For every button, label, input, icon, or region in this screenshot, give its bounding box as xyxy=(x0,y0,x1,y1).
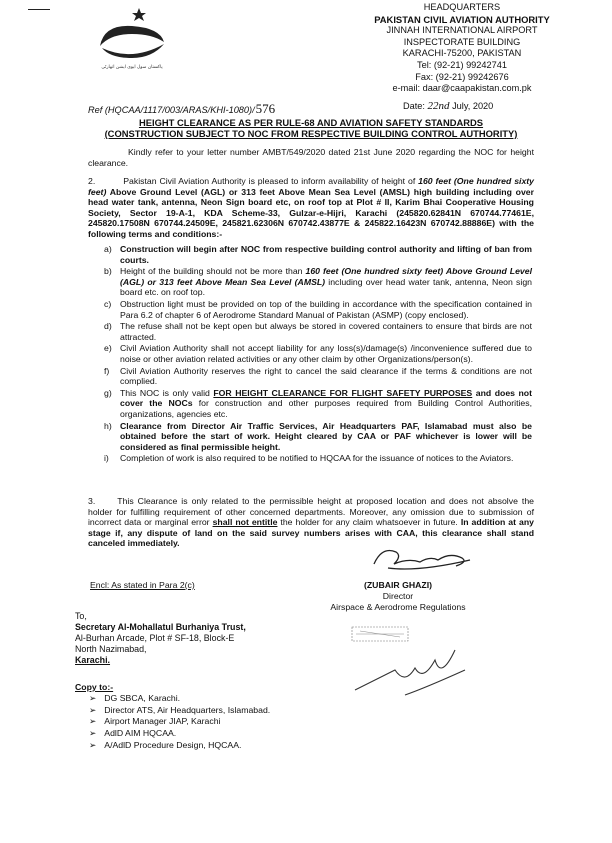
condition-g: g) This NOC is only valid FOR HEIGHT CLEARANCE FOR FLIGHT SAFETY PURPOSES and does not cover the NOCs for construction and other purposes required from Building Control Authorities, organizations, agencies etc. xyxy=(104,387,532,419)
condition-c: c) Obstruction light must be provided on top of the building in accordance with the specification contained in Para 6.2 of chapter 6 of Aerodrome Standard Manual of Pakistan (ASMP) (copy enclosed). xyxy=(104,298,532,320)
caa-logo xyxy=(92,6,172,70)
paragraph-2: 2. Pakistan Civil Aviation Authority is pleased to inform availability of height of 160 feet (One hundred sixty feet) Above Ground Level (AGL) or 313 feet Above Mean Sea Level (AMSL) high building including over head water tank, antenna, Neon Sign board etc, on roof top at Plot # II, Karim Bhai Cooperative Housing Society, Sector 19-A-1, KDA Scheme-33, Gulzar-e-Hijri, Karachi (245820.62841N 670744.77461E, 245820.17508N 670744.24509E, 245821.62306N 670742.43877E & 245822.16423N 670742.88886E) with the following terms and conditions:- xyxy=(88,176,535,239)
letterhead xyxy=(332,2,592,95)
to-label: To, xyxy=(75,611,87,621)
condition-a: a) Construction will begin after NOC from respective building control authority and lifting of ban from courts. xyxy=(104,244,532,265)
reference xyxy=(88,101,275,117)
recipient-addr2: North Nazimabad, xyxy=(75,644,147,654)
letterhead-line: JINNAH INTERNATIONAL AIRPORT xyxy=(386,25,538,36)
letterhead-line: PAKISTAN CIVIL AVIATION AUTHORITY xyxy=(374,13,550,25)
copy-to-item: ➢ Director ATS, Air Headquarters, Islamabad. xyxy=(89,705,270,717)
date-label: Date: xyxy=(403,101,428,111)
copy-to-label: Copy to:- xyxy=(75,682,114,692)
director-signature xyxy=(368,538,478,578)
signer-dept: Airspace & Aerodrome Regulations xyxy=(330,602,466,612)
copy-to-item: ➢ AdlD AIM HQCAA. xyxy=(89,728,270,740)
ref-label: Ref (HQCAA/1117/003/ARAS/KHI-1080)/ xyxy=(88,105,255,115)
letterhead-line: HEADQUARTERS xyxy=(423,2,501,12)
paragraph-1: Kindly refer to your letter number AMBT/549/2020 dated 21st June 2020 regarding the NOC for height clearance. xyxy=(88,147,534,168)
recipient-city: Karachi. xyxy=(75,655,111,665)
letterhead-line: Tel: (92-21) 99242741 xyxy=(417,59,507,70)
condition-h: h) Clearance from Director Air Traffic Services, Air Headquarters PAF, Islamabad must also be obtained before the start of work. Height cleared by CAA or PAF whichever is lower will be considered as final permissible height. xyxy=(104,420,532,452)
subject-line-2: (CONSTRUCTION SUBJECT TO NOC FROM RESPECTIVE BUILDING CONTROL AUTHORITY) xyxy=(104,128,518,139)
top-rule xyxy=(28,9,50,10)
condition-d: d) The refuse shall not be kept open but always be stored in covered containers to ensure that birds are not attracted. xyxy=(104,321,532,342)
copy-to-item: ➢ DG SBCA, Karachi. xyxy=(89,693,270,705)
subject-line-1: HEIGHT CLEARANCE AS PER RULE-68 AND AVIATION SAFETY STANDARDS xyxy=(138,117,484,128)
letterhead-line: INSPECTORATE BUILDING xyxy=(403,36,521,47)
star-icon xyxy=(132,8,146,21)
recipient xyxy=(75,611,246,666)
condition-f: f) Civil Aviation Authority reserves the right to cancel the said clearance if the terms & conditions are not complied. xyxy=(104,365,532,387)
date-rest: July, 2020 xyxy=(449,101,494,111)
date xyxy=(403,100,493,112)
letterhead-line: e-mail: daar@caapakistan.com.pk xyxy=(392,83,532,94)
condition-e: e) Civil Aviation Authority shall not accept liability for any loss(s)/damage(s) /inconvenience suffered due to noise or other aviation related activities or any other claim by other Organizations/person(s). xyxy=(104,343,532,364)
para2-number: 2. xyxy=(88,176,96,186)
recipient-addr1: Al-Burhan Arcade, Plot # SF-18, Block-E xyxy=(75,633,235,643)
second-signature xyxy=(345,640,475,700)
ref-number: 576 xyxy=(255,101,276,116)
letterhead-line: Fax: (92-21) 99242676 xyxy=(415,71,509,82)
copy-to xyxy=(75,682,270,752)
signer-name: (ZUBAIR GHAZI) xyxy=(363,580,433,590)
date-day: 22nd xyxy=(427,100,450,112)
logo-text: CAA xyxy=(119,37,145,51)
condition-b: b) Height of the building should not be more than 160 feet (One hundred sixty feet) Above Ground Level (AGL) or 313 feet Above Mean Sea Level (AMSL) including over head water tank, antenna, Neon sign board etc. on roof top. xyxy=(104,266,532,298)
condition-i: i) Completion of work is also required to be notified to HQCAA for the issuance of notices to the Aviators. xyxy=(104,453,514,464)
conditions-list xyxy=(104,244,532,465)
copy-to-item: ➢ Airport Manager JIAP, Karachi xyxy=(89,716,270,728)
letterhead-line: KARACHI-75200, PAKISTAN xyxy=(402,48,522,59)
enclosure: Encl: As stated in Para 2(c) xyxy=(90,580,195,590)
signer-title: Director xyxy=(382,591,414,601)
signatory xyxy=(318,580,478,613)
subject xyxy=(88,117,534,139)
paragraph-3: 3. This Clearance is only related to the permissible height at proposed location and does not absolve the holder for fulfilling requirement of other concerned departments. Moreover, any omission due to submission of incorrect data or marginal error shall not entitle the holder for any claim whatsoever in future. In addition at any stage if, any dispute of land on the said survey numbers arises with CAA, this clearance shall stand canceled immediately. xyxy=(88,496,534,549)
recipient-name: Secretary Al-Mohallatul Burhaniya Trust, xyxy=(75,622,246,632)
copy-to-item: ➢ A/AdlD Procedure Design, HQCAA. xyxy=(89,740,270,752)
logo-urdu: پاکستان سول ایوی ایشن اتھارٹی xyxy=(101,65,163,70)
